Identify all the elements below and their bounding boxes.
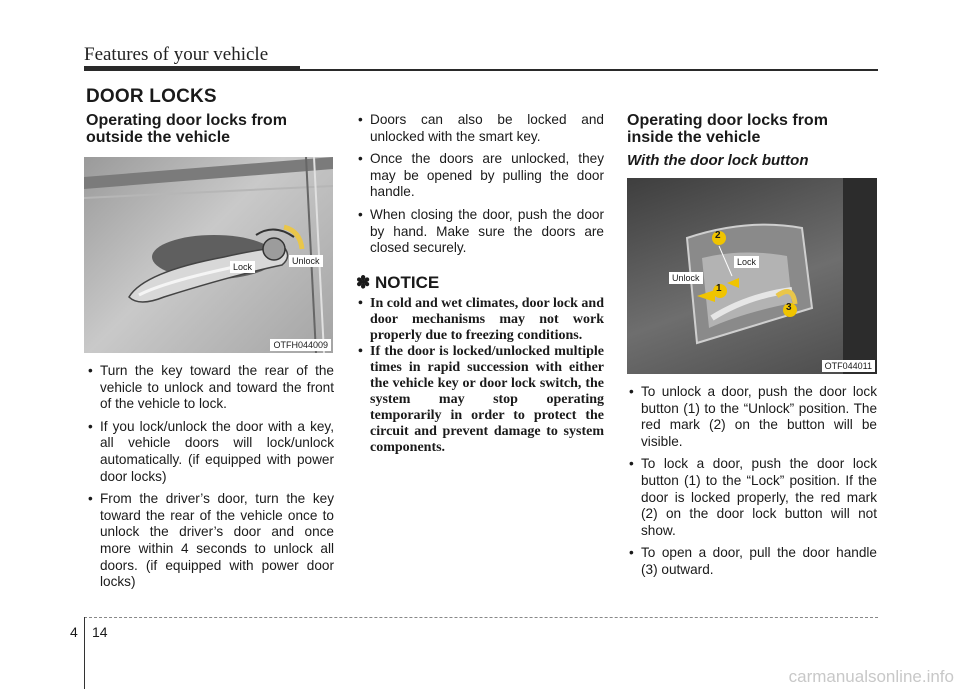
inside-handle-illustration: [627, 178, 877, 374]
figure-caption: OTF044011: [822, 360, 875, 372]
section-title: DOOR LOCKS: [86, 86, 217, 107]
list-item: • Doors can also be locked and unlocked with the smart key.: [356, 112, 604, 145]
callout-number-3: 3: [786, 302, 792, 313]
notice-list: [356, 296, 604, 456]
unlock-label: Unlock: [669, 272, 703, 284]
page-number: 14: [92, 624, 108, 640]
footer-dashed-rule: [84, 617, 878, 618]
chapter-number: 4: [70, 624, 78, 640]
list-item: • From the driver’s door, turn the key toward the rear of the vehicle once to unlock the driver’s door and once more within 4 seconds to unlock all doors. (if equipped with power door locks): [86, 491, 334, 591]
outside-lock-figure: [84, 157, 333, 353]
page-header-title: Features of your vehicle: [84, 44, 269, 65]
list-item: • To open a door, pull the door handle (3) outward.: [627, 545, 877, 578]
list-item: • If the door is locked/unlocked multiple times in rapid succession with either the vehicle key or door lock switch, the system may stop operating temporarily in order to protect the circuit and prevent damage to system components.: [356, 344, 604, 456]
lock-label: Lock: [734, 256, 759, 268]
notice-title: NOTICE: [374, 273, 440, 292]
figure-caption: OTFH044009: [270, 339, 331, 351]
header-rule-thick: [84, 66, 300, 71]
notice-symbol-icon: ✽: [356, 273, 371, 292]
col1-heading: Operating door locks from outside the vehicle: [86, 112, 287, 146]
list-item: • Turn the key toward the rear of the vehicle to unlock and toward the front of the vehicle to lock.: [86, 363, 334, 413]
col3-subheading: With the door lock button: [627, 152, 809, 169]
list-item: • If you lock/unlock the door with a key, all vehicle doors will lock/unlock automatically. (if equipped with power door locks): [86, 419, 334, 485]
list-item: • In cold and wet climates, door lock and door mechanisms may not work properly due to freezing conditions.: [356, 296, 604, 344]
callout-number-2: 2: [715, 230, 721, 241]
list-item: • To lock a door, push the door lock button (1) to the “Lock” position. If the door is locked properly, the red mark (2) on the door lock button will not show.: [627, 456, 877, 539]
notice-heading: [356, 273, 439, 293]
col1-bullet-list: [86, 363, 334, 597]
col3-heading: Operating door locks from inside the vehicle: [627, 112, 828, 146]
callout-number-1: 1: [716, 283, 722, 294]
footer-vertical-rule: [84, 617, 85, 689]
watermark: carmanualsonline.info: [788, 667, 954, 686]
list-item: • To unlock a door, push the door lock button (1) to the “Unlock” position. The red mark (2) on the button will be visible.: [627, 384, 877, 450]
list-item: • Once the doors are unlocked, they may be opened by pulling the door handle.: [356, 151, 604, 201]
col2-bullet-list: [356, 112, 604, 263]
unlock-label: Unlock: [289, 255, 323, 267]
inside-lock-figure: [627, 178, 877, 374]
list-item: • When closing the door, push the door by hand. Make sure the doors are closed securely.: [356, 207, 604, 257]
header-rule-thin: [300, 69, 878, 71]
col3-bullet-list: [627, 384, 877, 585]
lock-label: Lock: [230, 261, 255, 273]
